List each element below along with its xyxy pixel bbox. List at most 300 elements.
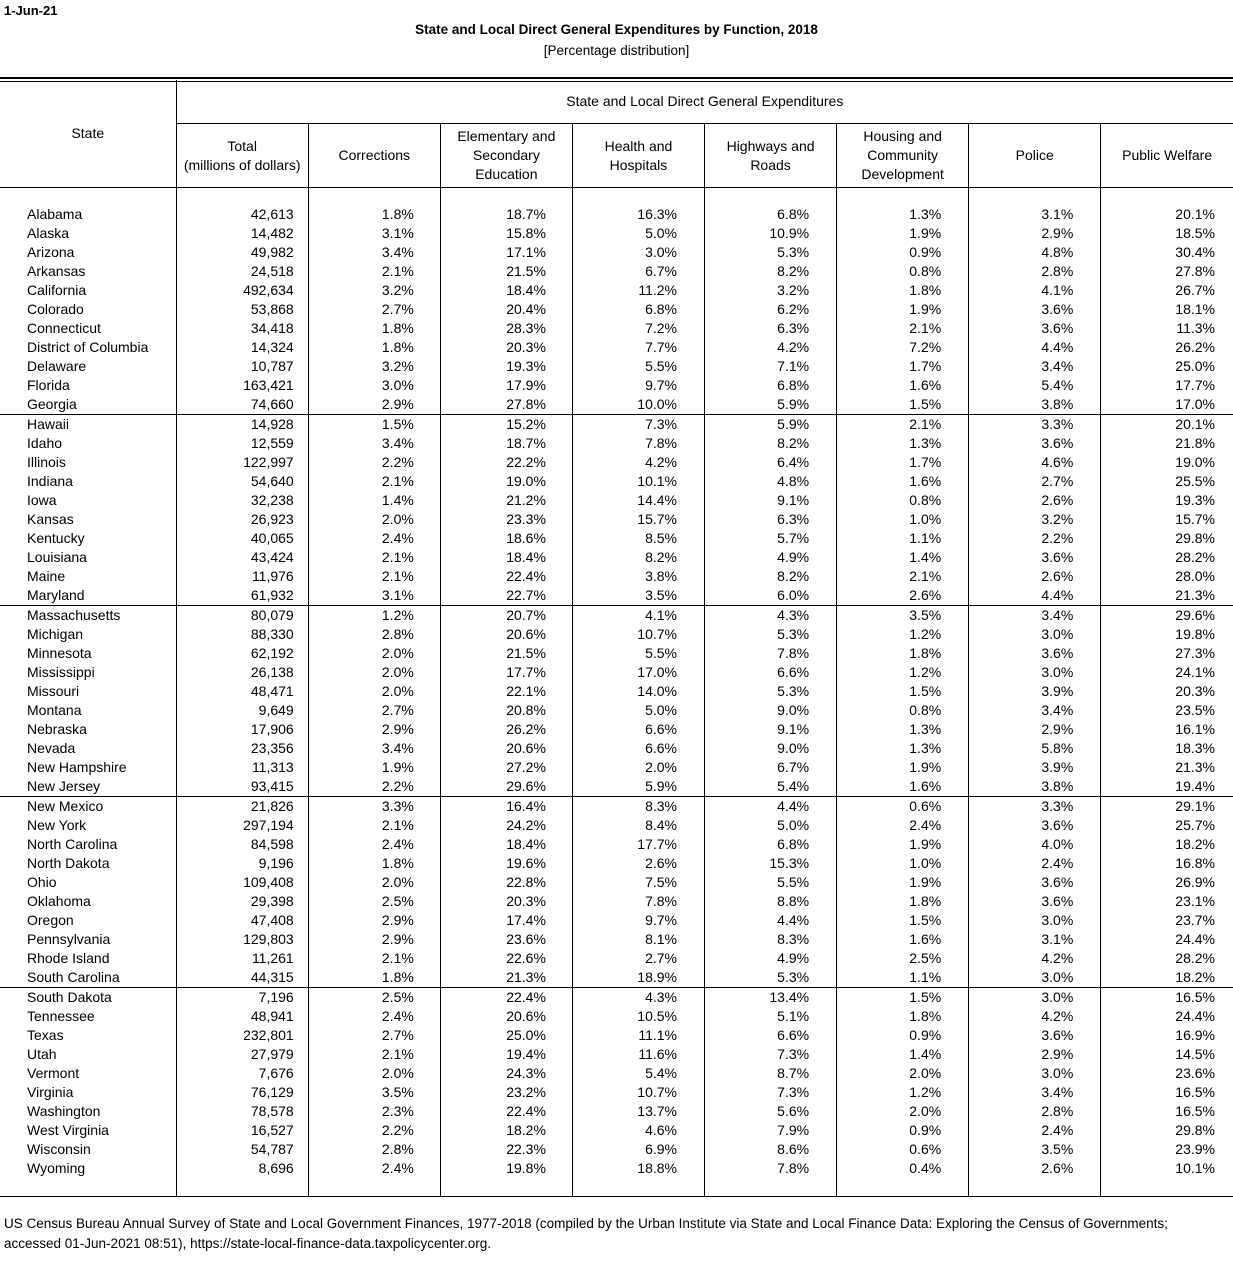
total-value: 23,356 — [176, 739, 308, 758]
highways-value: 6.3% — [705, 319, 837, 338]
spacer-cell — [1101, 1178, 1233, 1197]
column-header-public-welfare — [1101, 124, 1233, 188]
police-value: 3.8% — [969, 777, 1101, 797]
highways-value: 5.3% — [705, 625, 837, 644]
welfare-value: 28.0% — [1175, 568, 1215, 584]
welfare-value: 18.2% — [1175, 836, 1215, 852]
table-row — [0, 930, 1233, 949]
housing-value: 1.9% — [837, 835, 969, 854]
table-row — [0, 224, 1233, 243]
education-value: 21.5% — [440, 644, 572, 663]
highways-value: 6.8% — [705, 376, 837, 395]
state-name: Pennsylvania — [0, 930, 176, 949]
health-value: 5.5% — [572, 357, 704, 376]
spacer-cell — [440, 188, 572, 206]
housing-value: 1.8% — [837, 644, 969, 663]
health-value: 10.7% — [572, 1083, 704, 1102]
state-name: Missouri — [0, 682, 176, 701]
police-value: 4.0% — [969, 835, 1101, 854]
spacer-cell — [0, 188, 176, 206]
police-value: 3.6% — [969, 1026, 1101, 1045]
column-header-line: Health and — [604, 137, 673, 154]
welfare-value: 26.2% — [1175, 339, 1215, 355]
table-row — [0, 968, 1233, 988]
police-value: 3.6% — [969, 873, 1101, 892]
highways-value: 8.2% — [705, 567, 837, 586]
highways-value: 5.1% — [705, 1007, 837, 1026]
table-row — [0, 300, 1233, 319]
column-header-corrections — [308, 124, 440, 188]
health-value: 2.0% — [572, 758, 704, 777]
police-value: 3.0% — [969, 968, 1101, 988]
corrections-value: 1.9% — [308, 758, 440, 777]
police-value: 3.1% — [969, 205, 1101, 224]
total-value: 24,518 — [176, 262, 308, 281]
state-name: Maine — [0, 567, 176, 586]
education-value: 22.2% — [440, 453, 572, 472]
welfare-value: 21.3% — [1175, 759, 1215, 775]
column-header-line: Elementary and — [457, 128, 556, 144]
welfare-value: 29.8% — [1175, 1122, 1215, 1138]
highways-value: 4.4% — [705, 911, 837, 930]
state-name: Hawaii — [0, 415, 176, 435]
total-value: 122,997 — [176, 453, 308, 472]
state-name: Delaware — [0, 357, 176, 376]
education-value: 20.4% — [440, 300, 572, 319]
table-row — [0, 663, 1233, 682]
state-name: Texas — [0, 1026, 176, 1045]
welfare-value: 24.4% — [1175, 931, 1215, 947]
police-value: 3.6% — [969, 548, 1101, 567]
housing-value: 1.5% — [837, 682, 969, 701]
police-value: 3.4% — [969, 1083, 1101, 1102]
welfare-value: 17.0% — [1101, 395, 1233, 415]
corrections-value: 2.7% — [308, 701, 440, 720]
spacer-cell — [705, 188, 837, 206]
welfare-value: 26.7% — [1175, 282, 1215, 298]
state-name: Minnesota — [0, 644, 176, 663]
welfare-value: 29.8% — [1175, 530, 1215, 546]
housing-value: 0.9% — [837, 243, 969, 262]
state-name: Alaska — [0, 224, 176, 243]
health-value: 9.7% — [572, 376, 704, 395]
police-value: 2.9% — [969, 1045, 1101, 1064]
column-header-line: Police — [1015, 147, 1054, 163]
education-value: 22.6% — [440, 949, 572, 968]
welfare-value: 18.3% — [1175, 740, 1215, 756]
state-name: Mississippi — [0, 663, 176, 682]
state-name: New York — [0, 816, 176, 835]
housing-value: 2.6% — [837, 586, 969, 606]
highways-value: 6.3% — [705, 510, 837, 529]
highways-value: 5.3% — [705, 243, 837, 262]
housing-value: 2.1% — [837, 319, 969, 338]
state-name: Louisiana — [0, 548, 176, 567]
corrections-value: 2.0% — [308, 663, 440, 682]
total-value: 93,415 — [176, 777, 308, 797]
welfare-value: 18.1% — [1175, 301, 1215, 317]
housing-value: 0.8% — [837, 262, 969, 281]
state-name: Washington — [0, 1102, 176, 1121]
total-value: 109,408 — [176, 873, 308, 892]
total-value: 88,330 — [176, 625, 308, 644]
spacer-cell — [837, 188, 969, 206]
highways-value: 6.8% — [705, 835, 837, 854]
corrections-value: 2.1% — [308, 949, 440, 968]
highways-value: 8.8% — [705, 892, 837, 911]
welfare-value: 21.3% — [1101, 586, 1233, 606]
table-row — [0, 1083, 1233, 1102]
table-row — [0, 701, 1233, 720]
health-value: 2.6% — [572, 854, 704, 873]
total-value: 21,826 — [176, 797, 308, 817]
police-value: 3.6% — [969, 319, 1101, 338]
police-value: 3.6% — [969, 300, 1101, 319]
highways-value: 13.4% — [705, 988, 837, 1008]
column-header-line: Roads — [750, 156, 791, 173]
highways-value: 4.2% — [705, 338, 837, 357]
welfare-value: 18.5% — [1175, 225, 1215, 241]
health-value: 6.9% — [572, 1140, 704, 1159]
corrections-value: 2.4% — [308, 835, 440, 854]
highways-value: 4.3% — [705, 606, 837, 626]
spacer-cell — [837, 1178, 969, 1197]
corrections-value: 1.4% — [308, 491, 440, 510]
police-value: 3.3% — [969, 797, 1101, 817]
welfare-value: 16.8% — [1175, 855, 1215, 871]
table-row — [0, 720, 1233, 739]
education-value: 17.9% — [440, 376, 572, 395]
total-value: 48,471 — [176, 682, 308, 701]
total-value: 26,923 — [176, 510, 308, 529]
total-value: 9,649 — [176, 701, 308, 720]
highways-value: 4.9% — [705, 949, 837, 968]
table-row — [0, 625, 1233, 644]
housing-value: 2.5% — [837, 949, 969, 968]
total-value: 29,398 — [176, 892, 308, 911]
housing-value: 1.0% — [837, 510, 969, 529]
table-row — [0, 835, 1233, 854]
corrections-value: 2.1% — [308, 1045, 440, 1064]
welfare-value: 23.7% — [1175, 912, 1215, 928]
housing-value: 1.9% — [837, 758, 969, 777]
education-value: 29.6% — [440, 777, 572, 797]
health-value: 5.0% — [572, 701, 704, 720]
highways-value: 8.6% — [705, 1140, 837, 1159]
highways-value: 5.5% — [705, 873, 837, 892]
state-name: Ohio — [0, 873, 176, 892]
police-value: 3.0% — [969, 988, 1101, 1008]
police-value: 3.0% — [969, 911, 1101, 930]
state-name: Tennessee — [0, 1007, 176, 1026]
police-value: 4.4% — [969, 338, 1101, 357]
education-value: 18.4% — [440, 835, 572, 854]
corrections-value: 2.3% — [308, 1102, 440, 1121]
education-value: 20.7% — [440, 606, 572, 626]
table-row — [0, 1026, 1233, 1045]
table-row — [0, 586, 1233, 606]
state-name: South Carolina — [0, 968, 176, 988]
police-value: 3.6% — [969, 644, 1101, 663]
table-row — [0, 1102, 1233, 1121]
highways-value: 4.8% — [705, 472, 837, 491]
state-name: South Dakota — [0, 988, 176, 1008]
health-value: 6.8% — [572, 300, 704, 319]
column-header-line: Development — [861, 166, 944, 182]
education-value: 21.3% — [440, 968, 572, 988]
welfare-value: 17.7% — [1175, 377, 1215, 393]
corrections-value: 2.9% — [308, 911, 440, 930]
source-note: US Census Bureau Annual Survey of State and Local Government Finances, 1977-2018 (compiled by the Urban Institute via State and Local Finance Data: Exploring the Census of Governments; accessed 01-Jun-2021 08:51), https://state-local-finance-data.taxpolicycenter.org. — [4, 1216, 1168, 1251]
welfare-value: 20.1% — [1175, 416, 1215, 432]
housing-value: 0.8% — [837, 491, 969, 510]
state-name: Arizona — [0, 243, 176, 262]
education-value: 20.6% — [440, 625, 572, 644]
welfare-value: 16.1% — [1175, 721, 1215, 737]
table-row — [0, 510, 1233, 529]
education-value: 22.3% — [440, 1140, 572, 1159]
welfare-value: 29.6% — [1175, 607, 1215, 623]
table-row — [0, 434, 1233, 453]
spacer-cell — [308, 1178, 440, 1197]
housing-value: 1.5% — [837, 911, 969, 930]
table-row — [0, 395, 1233, 415]
education-value: 22.7% — [440, 586, 572, 606]
education-value: 18.4% — [440, 548, 572, 567]
health-value: 6.7% — [572, 262, 704, 281]
police-value: 2.4% — [969, 854, 1101, 873]
highways-value: 8.3% — [705, 930, 837, 949]
corrections-value: 2.2% — [308, 453, 440, 472]
health-value: 7.2% — [572, 319, 704, 338]
housing-value: 0.6% — [837, 797, 969, 817]
table-row — [0, 949, 1233, 968]
police-value: 3.0% — [969, 1064, 1101, 1083]
health-value: 4.3% — [572, 988, 704, 1008]
state-name: North Dakota — [0, 854, 176, 873]
table-row — [0, 281, 1233, 300]
corrections-value: 2.9% — [308, 930, 440, 949]
report-subtitle: [Percentage distribution] — [543, 43, 690, 58]
welfare-value: 24.1% — [1175, 664, 1215, 680]
housing-value: 3.5% — [837, 606, 969, 626]
police-value: 4.8% — [969, 243, 1101, 262]
table-row — [0, 1159, 1233, 1178]
table-row — [0, 472, 1233, 491]
state-name: Vermont — [0, 1064, 176, 1083]
column-header-row — [0, 124, 1233, 188]
housing-value: 2.0% — [837, 1102, 969, 1121]
education-value: 23.3% — [440, 510, 572, 529]
health-value: 7.5% — [572, 873, 704, 892]
health-value: 18.8% — [572, 1159, 704, 1178]
highways-value: 5.6% — [705, 1102, 837, 1121]
column-header-line: Education — [475, 166, 538, 182]
state-name: Connecticut — [0, 319, 176, 338]
table-body — [0, 188, 1233, 1197]
police-value: 3.8% — [969, 395, 1101, 415]
total-value: 53,868 — [176, 300, 308, 319]
table-row — [0, 262, 1233, 281]
housing-value: 1.6% — [837, 930, 969, 949]
corrections-value: 3.3% — [308, 797, 440, 817]
health-value: 5.5% — [572, 644, 704, 663]
total-value: 76,129 — [176, 1083, 308, 1102]
state-name: Illinois — [0, 453, 176, 472]
column-header-line: Community — [867, 147, 939, 163]
corrections-value: 1.8% — [308, 854, 440, 873]
housing-value: 0.6% — [837, 1140, 969, 1159]
spacer-cell — [1101, 188, 1233, 206]
health-value: 16.3% — [572, 205, 704, 224]
welfare-value: 21.8% — [1175, 435, 1215, 451]
corrections-value: 2.0% — [308, 873, 440, 892]
housing-value: 1.1% — [837, 968, 969, 988]
welfare-value: 19.4% — [1101, 777, 1233, 797]
corrections-value: 3.4% — [308, 739, 440, 758]
spacer-cell — [440, 1178, 572, 1197]
highways-value: 5.3% — [705, 682, 837, 701]
health-value: 7.8% — [572, 892, 704, 911]
health-value: 5.0% — [572, 224, 704, 243]
state-name: California — [0, 281, 176, 300]
housing-value: 1.5% — [837, 988, 969, 1008]
table-row — [0, 453, 1233, 472]
highways-value: 6.6% — [705, 663, 837, 682]
corrections-value: 3.0% — [308, 376, 440, 395]
housing-value: 1.9% — [837, 300, 969, 319]
spacer-cell — [705, 1178, 837, 1197]
education-value: 25.0% — [440, 1026, 572, 1045]
housing-value: 1.6% — [837, 777, 969, 797]
total-value: 54,640 — [176, 472, 308, 491]
health-value: 5.9% — [572, 777, 704, 797]
table-row — [0, 357, 1233, 376]
health-value: 8.2% — [572, 548, 704, 567]
corrections-value: 2.7% — [308, 1026, 440, 1045]
total-value: 49,982 — [176, 243, 308, 262]
total-value: 42,613 — [176, 205, 308, 224]
health-value: 10.5% — [572, 1007, 704, 1026]
column-header-total — [176, 124, 308, 188]
education-value: 17.1% — [440, 243, 572, 262]
corrections-value: 3.5% — [308, 1083, 440, 1102]
welfare-value: 28.2% — [1175, 549, 1215, 565]
police-value: 3.2% — [969, 510, 1101, 529]
corrections-value: 2.7% — [308, 300, 440, 319]
state-name: New Jersey — [0, 777, 176, 797]
police-value: 3.3% — [969, 415, 1101, 435]
welfare-value: 20.1% — [1175, 206, 1215, 222]
expenditures-group-header: State and Local Direct General Expenditures — [176, 80, 1233, 124]
state-name: Montana — [0, 701, 176, 720]
highways-value: 6.6% — [705, 1026, 837, 1045]
health-value: 10.1% — [572, 472, 704, 491]
state-name: Nevada — [0, 739, 176, 758]
education-value: 23.6% — [440, 930, 572, 949]
education-value: 24.2% — [440, 816, 572, 835]
education-value: 15.8% — [440, 224, 572, 243]
highways-value: 9.0% — [705, 701, 837, 720]
total-value: 163,421 — [176, 376, 308, 395]
police-value: 2.2% — [969, 529, 1101, 548]
highways-value: 5.7% — [705, 529, 837, 548]
health-value: 4.2% — [572, 453, 704, 472]
state-name: District of Columbia — [0, 338, 176, 357]
highways-value: 6.8% — [705, 205, 837, 224]
education-value: 18.2% — [440, 1121, 572, 1140]
education-value: 20.6% — [440, 739, 572, 758]
highways-value: 15.3% — [705, 854, 837, 873]
health-value: 7.7% — [572, 338, 704, 357]
welfare-value: 11.3% — [1176, 320, 1215, 336]
highways-value: 9.1% — [705, 720, 837, 739]
housing-value: 1.6% — [837, 376, 969, 395]
state-name: West Virginia — [0, 1121, 176, 1140]
table-row — [0, 567, 1233, 586]
health-value: 8.4% — [572, 816, 704, 835]
corrections-value: 2.1% — [308, 262, 440, 281]
table-row — [0, 529, 1233, 548]
housing-value: 0.4% — [837, 1159, 969, 1178]
total-value: 297,194 — [176, 816, 308, 835]
police-value: 3.9% — [969, 758, 1101, 777]
highways-value: 9.1% — [705, 491, 837, 510]
state-name: Kentucky — [0, 529, 176, 548]
total-value: 7,676 — [176, 1064, 308, 1083]
total-value: 32,238 — [176, 491, 308, 510]
total-value: 61,932 — [176, 586, 308, 606]
education-value: 19.4% — [440, 1045, 572, 1064]
state-name: Oregon — [0, 911, 176, 930]
highways-value: 6.7% — [705, 758, 837, 777]
health-value: 4.1% — [572, 606, 704, 626]
highways-value: 8.2% — [705, 434, 837, 453]
highways-value: 10.9% — [705, 224, 837, 243]
highways-value: 7.3% — [705, 1045, 837, 1064]
education-value: 20.3% — [440, 338, 572, 357]
corrections-value: 2.0% — [308, 682, 440, 701]
welfare-value: 30.4% — [1175, 244, 1215, 260]
education-value: 18.6% — [440, 529, 572, 548]
spacer-cell — [969, 1178, 1101, 1197]
column-header-highways-roads — [705, 124, 837, 188]
housing-value: 0.8% — [837, 701, 969, 720]
corrections-value: 1.2% — [308, 606, 440, 626]
table-row — [0, 548, 1233, 567]
corrections-value: 2.1% — [308, 472, 440, 491]
corrections-value: 1.8% — [308, 205, 440, 224]
highways-value: 5.4% — [705, 777, 837, 797]
health-value: 10.7% — [572, 625, 704, 644]
table-row — [0, 415, 1233, 435]
education-value: 27.8% — [440, 395, 572, 415]
education-value: 17.4% — [440, 911, 572, 930]
police-value: 2.9% — [969, 224, 1101, 243]
corrections-value: 2.4% — [308, 529, 440, 548]
spacer-cell — [176, 188, 308, 206]
welfare-value: 25.0% — [1175, 358, 1215, 374]
education-value: 27.2% — [440, 758, 572, 777]
corrections-value: 2.5% — [308, 988, 440, 1008]
housing-value: 1.0% — [837, 854, 969, 873]
total-value: 54,787 — [176, 1140, 308, 1159]
corrections-value: 2.9% — [308, 395, 440, 415]
table-row — [0, 758, 1233, 777]
education-value: 20.3% — [440, 892, 572, 911]
corrections-value: 1.5% — [308, 415, 440, 435]
housing-value: 2.1% — [837, 415, 969, 435]
